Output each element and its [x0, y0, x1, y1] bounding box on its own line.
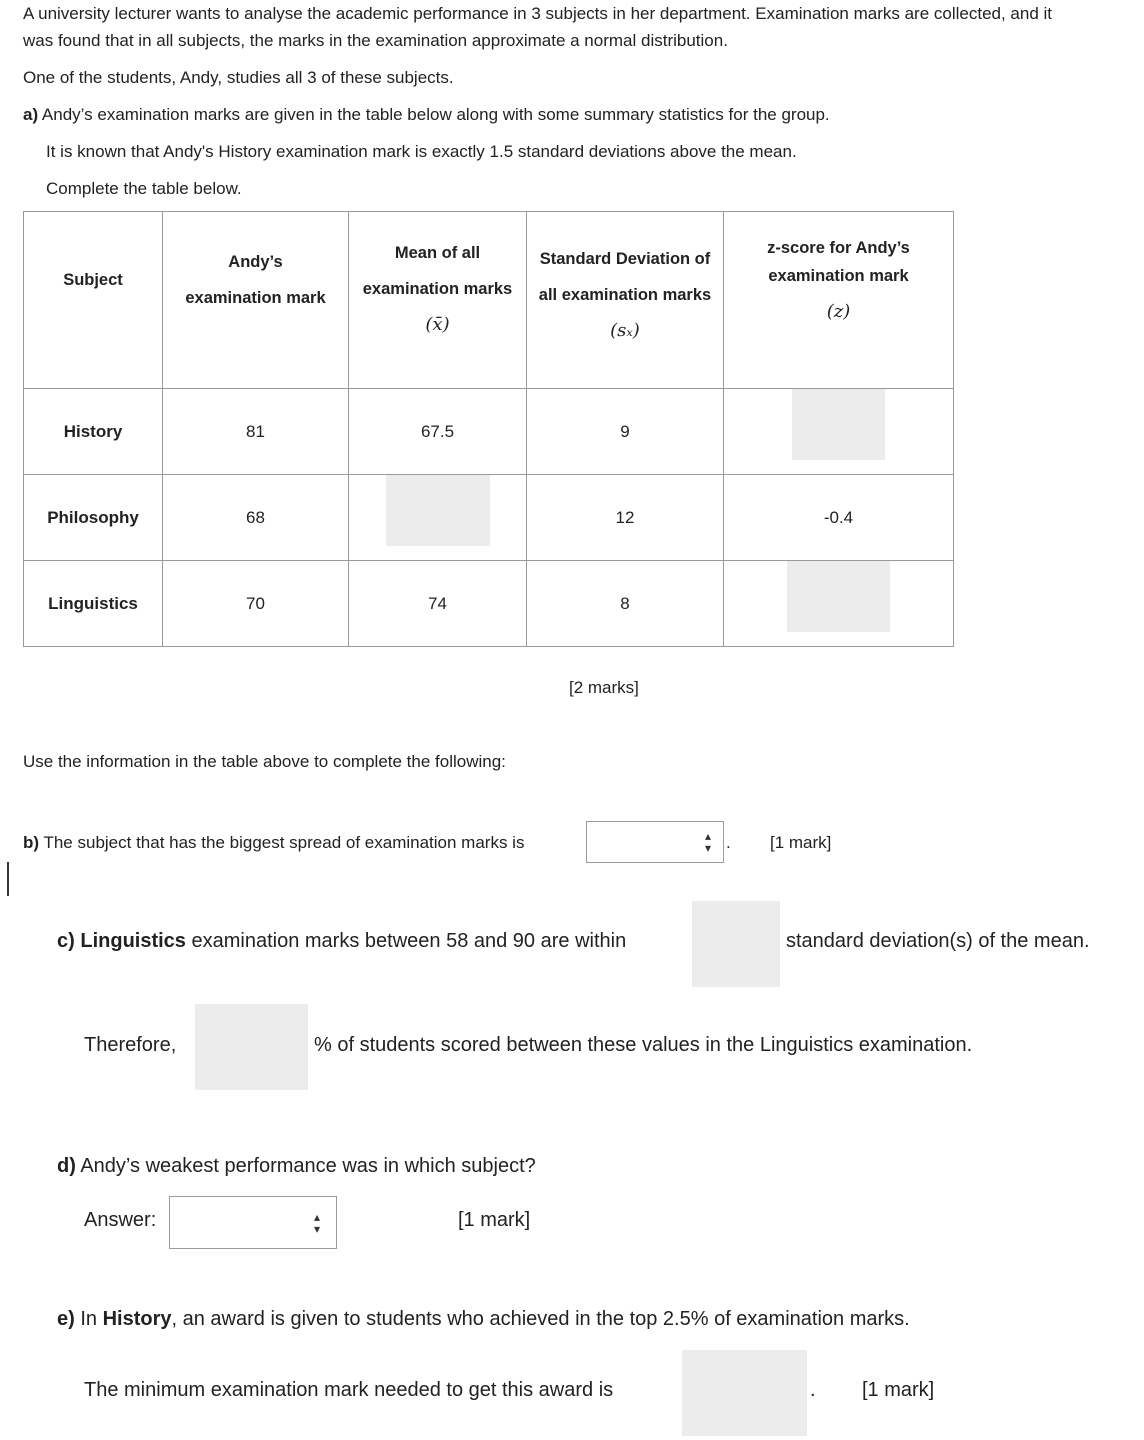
- table-row: [24, 561, 954, 647]
- part-a-instruction: Complete the table below.: [46, 179, 242, 198]
- up-down-arrow-icon: ▴ ▾: [704, 829, 711, 855]
- part-e-min-text: The minimum examination mark needed to get this award is: [84, 1379, 614, 1401]
- part-a-question: [23, 101, 830, 128]
- row-linguistics-z-cell: [724, 561, 954, 647]
- header-andy-mark: Andy’s examination mark: [163, 212, 349, 389]
- header-mean: Mean of all examination marks (x̄): [349, 212, 527, 389]
- row-philosophy-z: -0.4: [724, 475, 954, 561]
- philosophy-mean-input[interactable]: [386, 475, 490, 546]
- part-d-answer-label: Answer:: [84, 1209, 157, 1231]
- row-history-mean: 67.5: [349, 389, 527, 475]
- part-c-text: examination marks between 58 and 90 are within: [191, 930, 627, 952]
- part-c-therefore: Therefore,: [84, 1034, 177, 1056]
- part-c-bold-word: Linguistics: [80, 930, 186, 952]
- part-c-percent-text: % of students scored between these values in the Linguistics examination.: [314, 1034, 973, 1056]
- header-sd: Standard Deviation of all examination marks (sₓ): [527, 212, 724, 389]
- part-c-label: c): [57, 930, 75, 952]
- part-b-question: [23, 829, 524, 856]
- part-c-percent-input[interactable]: [195, 1004, 308, 1090]
- table-row: [24, 475, 954, 561]
- part-d-question: [57, 1155, 536, 1178]
- row-linguistics-subject: Linguistics: [24, 561, 163, 647]
- use-info-text: Use the information in the table above to complete the following:: [23, 752, 506, 771]
- part-a-label: a): [23, 105, 39, 124]
- row-history-sd: 9: [527, 389, 724, 475]
- up-down-arrow-icon: ▴ ▾: [313, 1209, 320, 1236]
- row-linguistics-sd: 8: [527, 561, 724, 647]
- part-e-question: [57, 1308, 910, 1331]
- linguistics-z-input[interactable]: [787, 561, 890, 632]
- intro-line-2: was found that in all subjects, the marks in the examination approximate a normal distribution.: [23, 31, 728, 50]
- row-history-mark: 81: [163, 389, 349, 475]
- part-b-text: The subject that has the biggest spread of examination marks is: [43, 833, 525, 852]
- part-d-text: Andy’s weakest performance was in which subject?: [80, 1155, 536, 1177]
- header-subject: Subject: [24, 212, 163, 389]
- part-c-question: [57, 930, 626, 953]
- part-e-marks: [1 mark]: [862, 1379, 935, 1401]
- row-history-z-cell: [724, 389, 954, 475]
- history-z-input[interactable]: [792, 389, 885, 460]
- row-philosophy-mean-cell: [349, 475, 527, 561]
- part-c-sd-input[interactable]: [692, 901, 780, 987]
- intro-line-3: One of the students, Andy, studies all 3 of these subjects.: [23, 68, 454, 87]
- part-d-marks: [1 mark]: [458, 1209, 531, 1231]
- part-c-text-after: standard deviation(s) of the mean.: [786, 930, 1090, 952]
- part-e-text-pre: In: [80, 1308, 98, 1330]
- row-linguistics-mark: 70: [163, 561, 349, 647]
- part-a-info: It is known that Andy's History examination mark is exactly 1.5 standard deviations above the mean.: [46, 142, 797, 161]
- part-b-subject-select[interactable]: [586, 821, 724, 863]
- part-b-label: b): [23, 833, 40, 852]
- intro-line-1: A university lecturer wants to analyse the academic performance in 3 subjects in her department. Examination marks are collected, and it: [23, 4, 1053, 23]
- part-e-period: .: [810, 1379, 816, 1401]
- row-philosophy-sd: 12: [527, 475, 724, 561]
- statistics-table: [23, 211, 954, 647]
- table-row: [24, 389, 954, 475]
- part-d-label: d): [57, 1155, 76, 1177]
- part-e-bold-word: History: [102, 1308, 172, 1330]
- row-philosophy-subject: Philosophy: [24, 475, 163, 561]
- text-cursor: [7, 862, 9, 896]
- part-b-period: .: [726, 833, 731, 852]
- row-history-subject: History: [24, 389, 163, 475]
- part-e-text: , an award is given to students who achieved in the top 2.5% of examination marks.: [171, 1308, 910, 1330]
- header-z-score: z-score for Andy’s examination mark (z): [724, 212, 954, 389]
- row-linguistics-mean: 74: [349, 561, 527, 647]
- part-a-marks: [2 marks]: [569, 678, 639, 697]
- part-e-label: e): [57, 1308, 75, 1330]
- part-d-subject-select[interactable]: [169, 1196, 337, 1249]
- part-a-text: Andy’s examination marks are given in the table below along with some summary statistics for the group.: [41, 105, 830, 124]
- part-e-mark-input[interactable]: [682, 1350, 807, 1436]
- table-header-row: [24, 212, 954, 389]
- part-b-marks: [1 mark]: [770, 833, 832, 852]
- row-philosophy-mark: 68: [163, 475, 349, 561]
